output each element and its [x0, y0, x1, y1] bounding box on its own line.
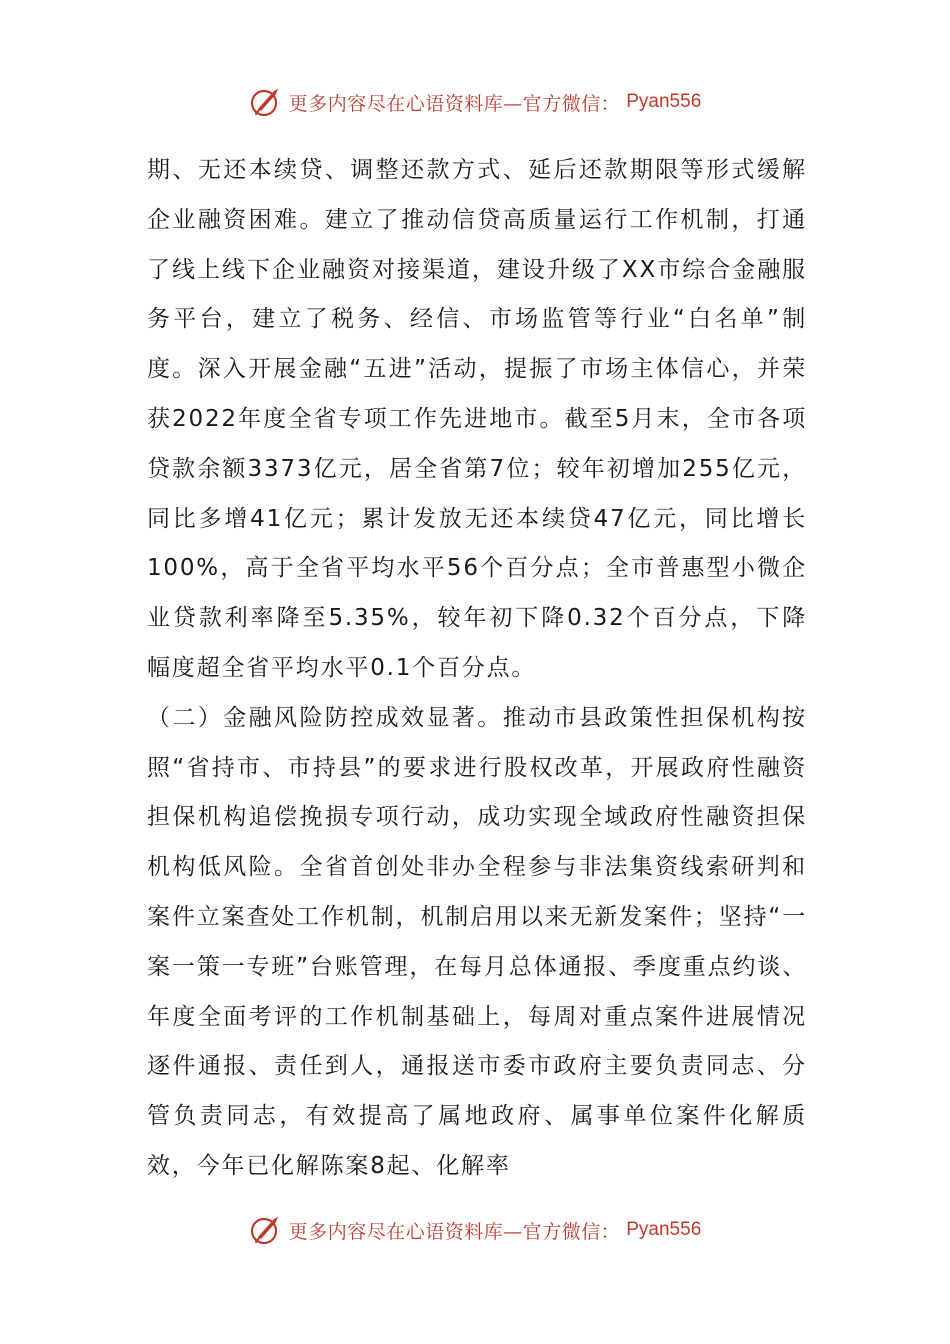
quill-pen-circle-icon	[249, 1213, 283, 1247]
banner-wechat-id: Pyan556	[626, 1219, 702, 1240]
header-banner	[0, 82, 950, 122]
footer-banner	[0, 1210, 950, 1250]
document-body	[147, 146, 807, 1192]
paragraph: （二）金融风险防控成效显著。推动市县政策性担保机构按照“省持市、市持县”的要求进行股权改革，开展政府性融资担保机构追偿挽损专项行动，成功实现全域政府性融资担保机构低风险。全省首创处非办全程参与非法集资线索研判和案件立案查处工作机制，机制启用以来无新发案件；坚持“一案一策一专班”台账管理，在每月总体通报、季度重点约谈、年度全面考评的工作机制基础上，每周对重点案件进展情况逐件通报、责任到人，通报送市委市政府主要负责同志、分管负责同志，有效提高了属地政府、属事单位案件化解质效，今年已化解陈案8起、化解率	[147, 704, 807, 1179]
banner-text: 更多内容尽在心语资料库—官方微信：	[288, 92, 621, 115]
paragraph: 期、无还本续贷、调整还款方式、延后还款期限等形式缓解企业融资困难。建立了推动信贷高质量运行工作机制，打通了线上线下企业融资对接渠道，建设升级了XX市综合金融服务平台，建立了税务、经信、市场监管等行业“白名单”制度。深入开展金融“五进”活动，提振了市场主体信心，并荣获2022年度全省专项工作先进地市。截至5月末，全市各项贷款余额3373亿元，居全省第7位；较年初增加255亿元，同比多增41亿元；累计发放无还本续贷47亿元，同比增长100%，高于全省平均水平56个百分点；全市普惠型小微企业贷款利率降至5.35%，较年初下降0.32个百分点，下降幅度超全省平均水平0.1个百分点。	[147, 157, 807, 681]
quill-pen-circle-icon	[249, 85, 283, 119]
banner-wechat-id: Pyan556	[626, 91, 702, 112]
banner-text: 更多内容尽在心语资料库—官方微信：	[288, 1220, 621, 1243]
